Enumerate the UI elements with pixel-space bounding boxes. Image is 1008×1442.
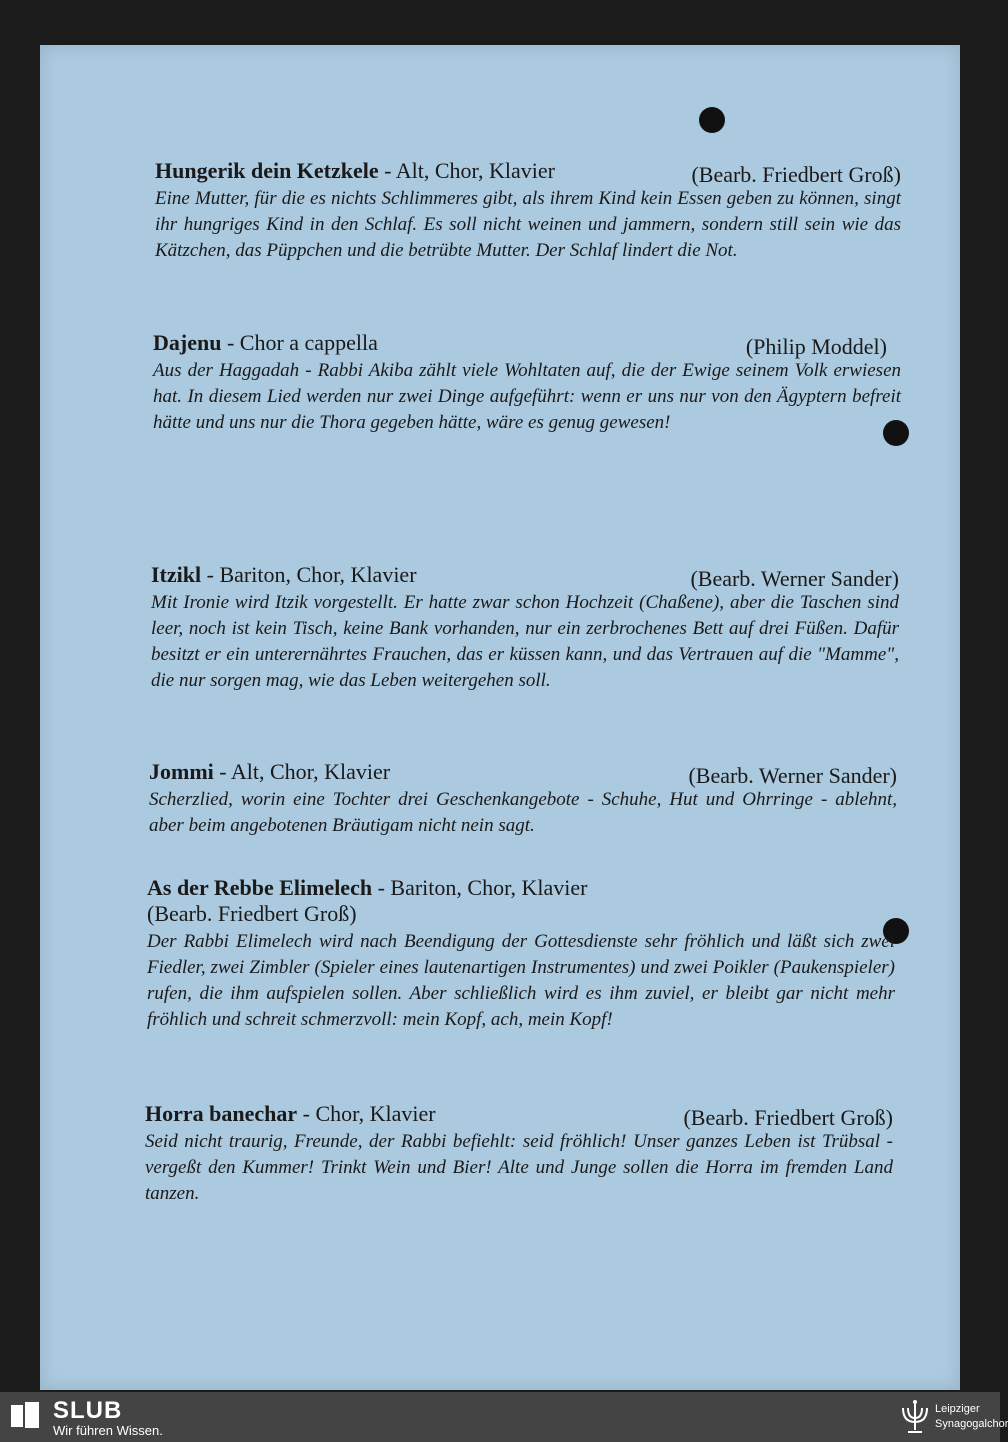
partner-name-line1: Leipziger — [935, 1403, 980, 1415]
song-arranger: (Bearb. Werner Sander) — [688, 763, 897, 788]
song-title: Jommi — [149, 759, 214, 784]
song-arranger: (Philip Moddel) — [745, 334, 887, 359]
song-title: Itzikl — [151, 562, 202, 587]
song-voices: - Chor a cappella — [221, 330, 378, 355]
song-description: Der Rabbi Elimelech wird nach Beendigung der Gottesdienste sehr fröhlich und läßt sich zwei Fiedler, zwei Zimbler (Spieler eines lautenartigen Instrumentes) und zwei Poikler (Paukenspieler) rufen, die ihm aufspielen sollen. Aber schließlich wird es ihm zuviel, er bleibt gar nicht mehr fröhlich und schreit schmerzvoll: mein Kopf, ach, mein Kopf! — [147, 931, 895, 1030]
song-description: Seid nicht traurig, Freunde, der Rabbi befiehlt: seid fröhlich! Unser ganzes Leben ist Trübsal - vergeßt den Kummer! Trinkt Wein und Bier! Alte und Junge sollen die Horra im fremden Land tanzen. — [145, 1131, 893, 1204]
partner-name — [935, 1402, 1008, 1432]
song-description: Mit Ironie wird Itzik vorgestellt. Er hatte zwar schon Hochzeit (Chaßene), aber die Taschen sind leer, noch ist kein Tisch, keine Bank vorhanden, nur ein zerbrochenes Bett auf drei Füßen. Dafür besitzt er ein unterernährtes Frauchen, das er küssen kann, und das Vertrauen auf die "Mamme", die nur sorgen mag, wie das Leben weitergehen soll. — [151, 592, 899, 691]
program-entry — [147, 875, 895, 1033]
song-description: Scherzlied, worin eine Tochter drei Geschenkangebote - Schuhe, Hut und Ohrringe - ablehnt, aber beim angebotenen Bräutigam nicht nein sagt. — [149, 789, 897, 836]
song-voices: - Alt, Chor, Klavier — [378, 158, 555, 183]
entry-heading — [151, 562, 899, 591]
punch-hole-top — [699, 107, 725, 133]
song-title: Hungerik dein Ketzkele — [155, 158, 379, 183]
entry-heading — [147, 875, 895, 927]
song-arranger: (Bearb. Friedbert Groß) — [147, 901, 357, 926]
library-tagline: Wir führen Wissen. — [53, 1423, 163, 1438]
song-title: Horra banechar — [145, 1101, 298, 1126]
song-voices: - Chor, Klavier — [297, 1101, 436, 1126]
footer-bar — [0, 1392, 1008, 1442]
entry-heading — [155, 158, 901, 187]
entry-heading — [145, 1101, 893, 1130]
song-arranger: (Bearb. Werner Sander) — [690, 566, 899, 591]
program-entry — [151, 562, 899, 694]
menorah-icon — [898, 1398, 932, 1436]
partner-name-line2: Synagogalchor — [935, 1418, 1008, 1430]
song-voices: - Bariton, Chor, Klavier — [201, 562, 417, 587]
song-title: As der Rebbe Elimelech — [147, 875, 373, 900]
library-name: SLUB — [53, 1397, 123, 1424]
song-voices: - Alt, Chor, Klavier — [213, 759, 391, 784]
song-description: Eine Mutter, für die es nichts Schlimmeres gibt, als ihrem Kind kein Essen geben zu können, singt ihr hungriges Kind in den Schlaf. Es soll nicht weinen und jammern, sondern still sein wie das Kätzchen, das Püppchen und die betrübte Mutter. Der Schlaf lindert die Not. — [155, 188, 901, 261]
song-description: Aus der Haggadah - Rabbi Akiba zählt viele Wohltaten auf, die der Ewige seinem Volk erwiesen hat. In diesem Lied werden nur zwei Dinge aufgeführt: wenn er uns nur von den Ägyptern befreit hätte und uns nur die Thora gegeben hätte, wäre es genug gewesen! — [153, 360, 901, 433]
program-entry — [153, 330, 901, 436]
program-sheet — [40, 45, 960, 1390]
song-arranger: (Bearb. Friedbert Groß) — [683, 1105, 893, 1130]
song-voices: - Bariton, Chor, Klavier — [372, 875, 588, 900]
program-entry — [149, 759, 897, 839]
program-entry — [145, 1101, 893, 1207]
song-arranger: (Bearb. Friedbert Groß) — [691, 162, 901, 187]
entry-heading — [153, 330, 901, 359]
slub-logo-icon — [10, 1401, 40, 1429]
song-title: Dajenu — [153, 330, 222, 355]
entry-heading — [149, 759, 897, 788]
program-entry — [155, 158, 901, 264]
